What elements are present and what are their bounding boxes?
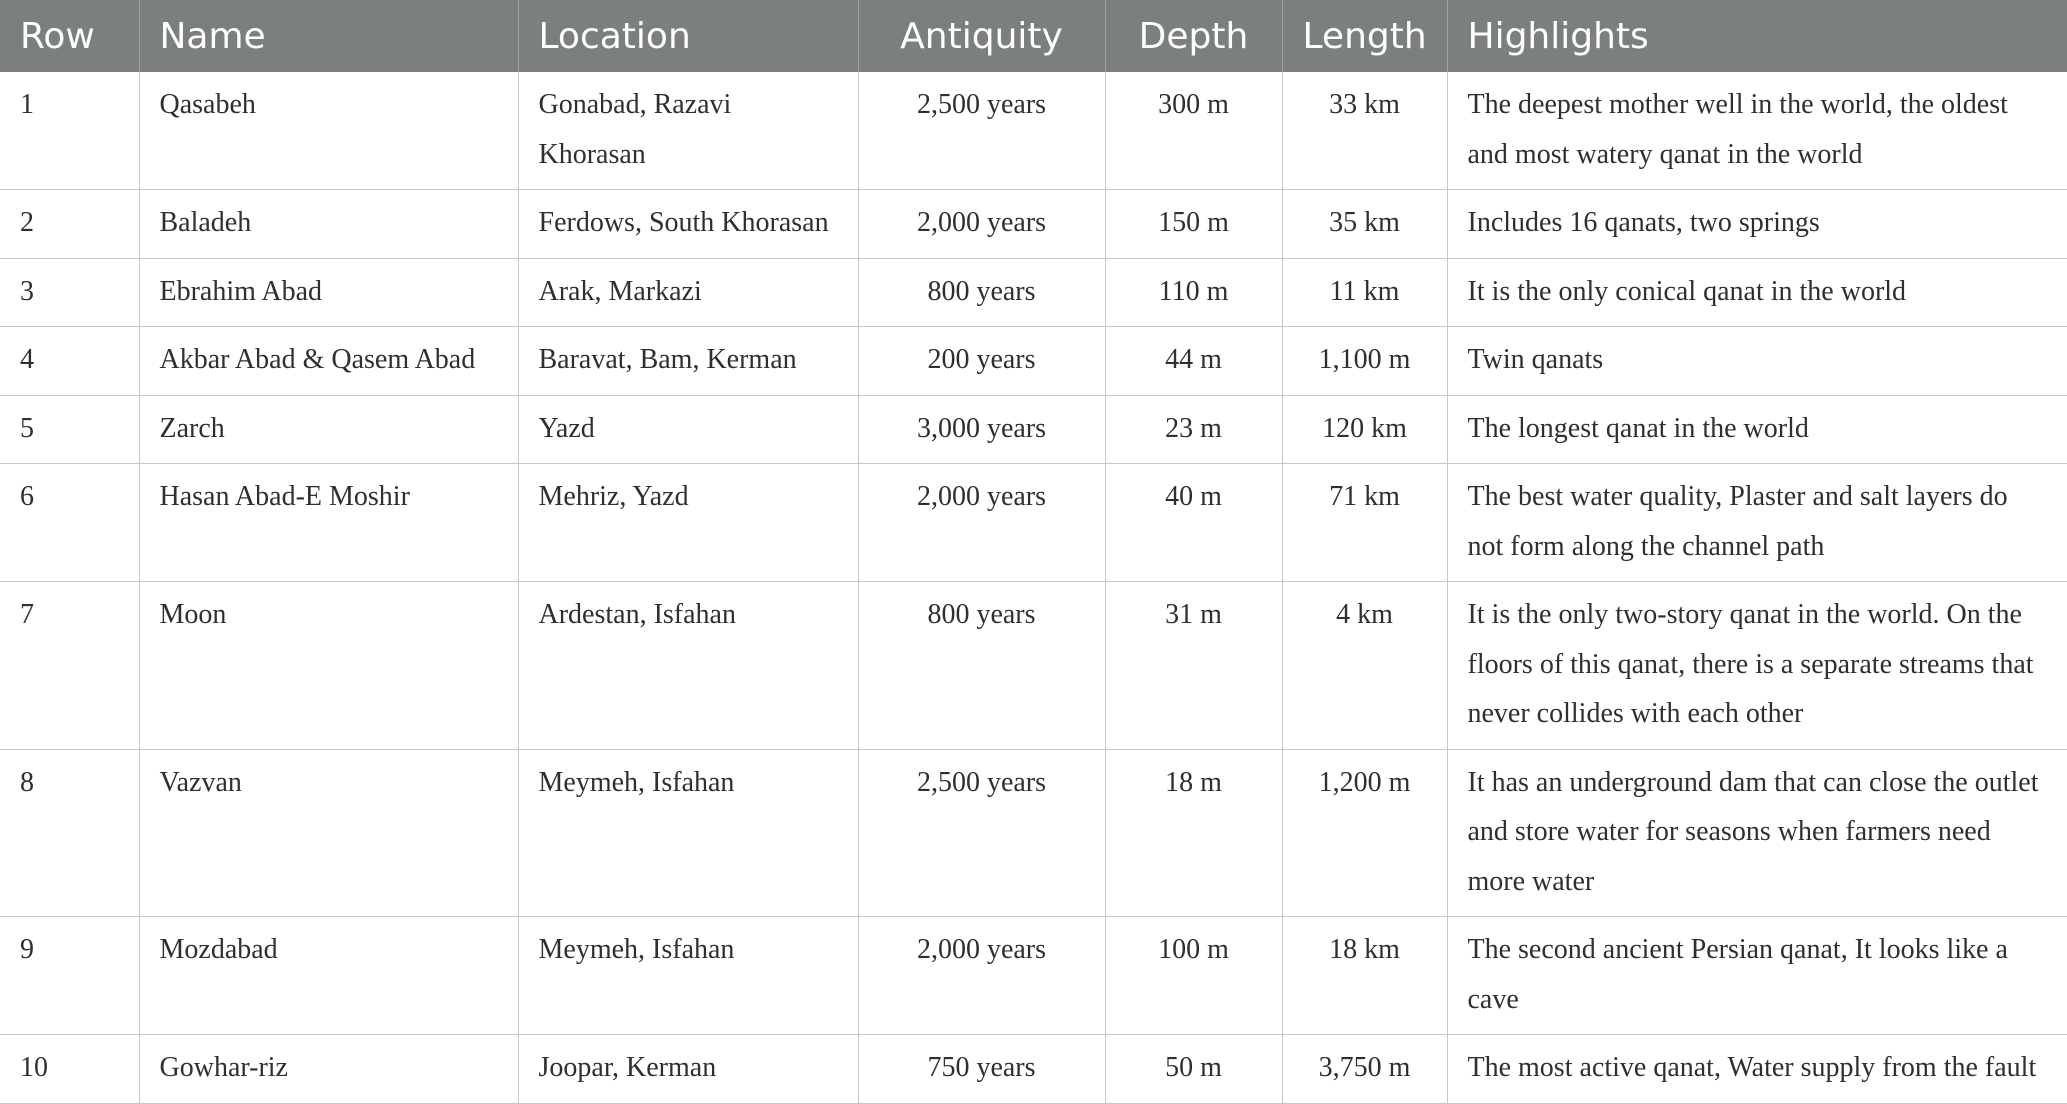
header-row bbox=[0, 0, 2067, 72]
cell-depth: 110 m bbox=[1105, 258, 1282, 327]
cell-highlights: The second ancient Persian qanat, It looks like a cave bbox=[1447, 917, 2067, 1035]
cell-length: 71 km bbox=[1282, 464, 1447, 582]
cell-name: Akbar Abad & Qasem Abad bbox=[139, 327, 518, 396]
cell-depth: 18 m bbox=[1105, 749, 1282, 917]
header-name: Name bbox=[139, 0, 518, 72]
cell-length: 18 km bbox=[1282, 917, 1447, 1035]
cell-row: 4 bbox=[0, 327, 139, 396]
header-row-number: Row bbox=[0, 0, 139, 72]
header-length: Length bbox=[1282, 0, 1447, 72]
cell-name: Vazvan bbox=[139, 749, 518, 917]
cell-highlights: It has an underground dam that can close the outlet and store water for seasons when farmers need more water bbox=[1447, 749, 2067, 917]
cell-row: 8 bbox=[0, 749, 139, 917]
cell-row: 7 bbox=[0, 582, 139, 750]
cell-name: Moon bbox=[139, 582, 518, 750]
cell-name: Ebrahim Abad bbox=[139, 258, 518, 327]
table-row bbox=[0, 190, 2067, 259]
cell-row: 9 bbox=[0, 917, 139, 1035]
cell-row: 5 bbox=[0, 395, 139, 464]
cell-location: Meymeh, Isfahan bbox=[518, 749, 858, 917]
cell-highlights: Twin qanats bbox=[1447, 327, 2067, 396]
cell-antiquity: 750 years bbox=[858, 1035, 1105, 1104]
table-row bbox=[0, 327, 2067, 396]
cell-antiquity: 3,000 years bbox=[858, 395, 1105, 464]
cell-location: Ardestan, Isfahan bbox=[518, 582, 858, 750]
cell-name: Qasabeh bbox=[139, 72, 518, 190]
cell-depth: 150 m bbox=[1105, 190, 1282, 259]
cell-highlights: The longest qanat in the world bbox=[1447, 395, 2067, 464]
table-row bbox=[0, 582, 2067, 750]
cell-antiquity: 2,000 years bbox=[858, 917, 1105, 1035]
table-row bbox=[0, 749, 2067, 917]
cell-depth: 50 m bbox=[1105, 1035, 1282, 1104]
cell-antiquity: 800 years bbox=[858, 582, 1105, 750]
table-row bbox=[0, 72, 2067, 190]
cell-length: 1,200 m bbox=[1282, 749, 1447, 917]
cell-antiquity: 2,500 years bbox=[858, 749, 1105, 917]
cell-length: 4 km bbox=[1282, 582, 1447, 750]
header-depth: Depth bbox=[1105, 0, 1282, 72]
cell-name: Hasan Abad-E Moshir bbox=[139, 464, 518, 582]
header-antiquity: Antiquity bbox=[858, 0, 1105, 72]
cell-highlights: It is the only two-story qanat in the world. On the floors of this qanat, there is a separate streams that never collides with each other bbox=[1447, 582, 2067, 750]
cell-depth: 100 m bbox=[1105, 917, 1282, 1035]
table-row bbox=[0, 1035, 2067, 1104]
cell-depth: 40 m bbox=[1105, 464, 1282, 582]
cell-location: Gonabad, Razavi Khorasan bbox=[518, 72, 858, 190]
cell-name: Zarch bbox=[139, 395, 518, 464]
cell-depth: 31 m bbox=[1105, 582, 1282, 750]
cell-antiquity: 2,500 years bbox=[858, 72, 1105, 190]
cell-antiquity: 2,000 years bbox=[858, 190, 1105, 259]
table-row bbox=[0, 395, 2067, 464]
cell-highlights: The most active qanat, Water supply from the fault bbox=[1447, 1035, 2067, 1104]
cell-length: 11 km bbox=[1282, 258, 1447, 327]
cell-length: 1,100 m bbox=[1282, 327, 1447, 396]
cell-location: Baravat, Bam, Kerman bbox=[518, 327, 858, 396]
cell-depth: 300 m bbox=[1105, 72, 1282, 190]
cell-length: 33 km bbox=[1282, 72, 1447, 190]
table-row bbox=[0, 917, 2067, 1035]
cell-location: Yazd bbox=[518, 395, 858, 464]
cell-row: 6 bbox=[0, 464, 139, 582]
cell-depth: 23 m bbox=[1105, 395, 1282, 464]
cell-location: Ferdows, South Khorasan bbox=[518, 190, 858, 259]
cell-depth: 44 m bbox=[1105, 327, 1282, 396]
cell-location: Meymeh, Isfahan bbox=[518, 917, 858, 1035]
cell-row: 10 bbox=[0, 1035, 139, 1104]
cell-name: Baladeh bbox=[139, 190, 518, 259]
cell-antiquity: 200 years bbox=[858, 327, 1105, 396]
table-row bbox=[0, 464, 2067, 582]
cell-highlights: It is the only conical qanat in the world bbox=[1447, 258, 2067, 327]
cell-location: Arak, Markazi bbox=[518, 258, 858, 327]
cell-location: Mehriz, Yazd bbox=[518, 464, 858, 582]
cell-row: 1 bbox=[0, 72, 139, 190]
cell-antiquity: 800 years bbox=[858, 258, 1105, 327]
cell-highlights: Includes 16 qanats, two springs bbox=[1447, 190, 2067, 259]
table-row bbox=[0, 258, 2067, 327]
cell-name: Mozdabad bbox=[139, 917, 518, 1035]
cell-length: 35 km bbox=[1282, 190, 1447, 259]
cell-length: 3,750 m bbox=[1282, 1035, 1447, 1104]
cell-location: Joopar, Kerman bbox=[518, 1035, 858, 1104]
cell-antiquity: 2,000 years bbox=[858, 464, 1105, 582]
header-location: Location bbox=[518, 0, 858, 72]
header-highlights: Highlights bbox=[1447, 0, 2067, 72]
cell-row: 2 bbox=[0, 190, 139, 259]
cell-highlights: The deepest mother well in the world, the oldest and most watery qanat in the world bbox=[1447, 72, 2067, 190]
cell-name: Gowhar-riz bbox=[139, 1035, 518, 1104]
cell-highlights: The best water quality, Plaster and salt layers do not form along the channel path bbox=[1447, 464, 2067, 582]
cell-row: 3 bbox=[0, 258, 139, 327]
cell-length: 120 km bbox=[1282, 395, 1447, 464]
